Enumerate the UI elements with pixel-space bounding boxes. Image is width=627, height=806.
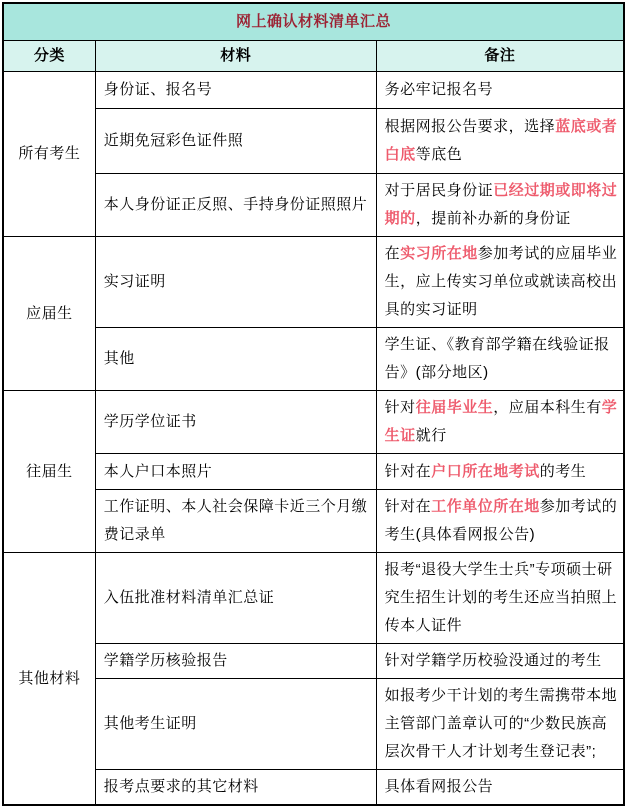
category-cell: 应届生 bbox=[3, 237, 95, 391]
remark-cell bbox=[376, 490, 624, 553]
table-title-row bbox=[3, 3, 624, 41]
remark-cell bbox=[376, 109, 624, 174]
remark-text: 对于居民身份证 bbox=[384, 182, 494, 199]
table-row bbox=[3, 770, 624, 806]
material-cell: 其他 bbox=[95, 328, 376, 391]
remark-text: 在 bbox=[384, 245, 401, 262]
remark-highlight-text: 实习所在地 bbox=[400, 245, 478, 262]
table-row bbox=[3, 174, 624, 237]
table-row bbox=[3, 644, 624, 679]
material-cell: 报考点要求的其它材料 bbox=[95, 770, 376, 806]
remark-cell bbox=[376, 328, 624, 391]
remark-highlight-text: 已经过期或即将过期的 bbox=[384, 182, 618, 227]
category-cell: 往届生 bbox=[3, 391, 95, 553]
table-row bbox=[3, 490, 624, 553]
remark-text: 等底色 bbox=[415, 146, 463, 163]
remark-text: ，提前补办新的身份证 bbox=[415, 210, 571, 227]
table-header-row bbox=[3, 41, 624, 72]
table-row bbox=[3, 679, 624, 770]
remark-cell bbox=[376, 553, 624, 644]
material-cell: 学历学位证书 bbox=[95, 391, 376, 454]
remark-cell bbox=[376, 679, 624, 770]
remark-highlight-text: 学生证 bbox=[384, 399, 618, 444]
material-cell: 本人户口本照片 bbox=[95, 454, 376, 490]
table-row bbox=[3, 553, 624, 644]
remark-text: 针对学籍学历校验没通过的考生 bbox=[384, 652, 602, 669]
material-cell: 其他考生证明 bbox=[95, 679, 376, 770]
remark-text: 的考生 bbox=[539, 462, 587, 480]
remark-text: 针对在 bbox=[384, 498, 432, 515]
material-cell: 本人身份证正反照、手持身份证照照片 bbox=[95, 174, 376, 237]
material-cell: 入伍批准材料清单汇总证 bbox=[95, 553, 376, 644]
remark-text: 参加考试的考生(具体看网报公告) bbox=[384, 498, 618, 543]
remark-text: 就行 bbox=[415, 427, 447, 444]
remark-text: 针对在 bbox=[384, 462, 432, 480]
material-cell: 近期免冠彩色证件照 bbox=[95, 109, 376, 174]
column-header-category: 分类 bbox=[3, 41, 95, 72]
materials-summary-table bbox=[2, 2, 625, 806]
table-row bbox=[3, 454, 624, 490]
material-cell: 身份证、报名号 bbox=[95, 72, 376, 109]
remark-cell bbox=[376, 454, 624, 490]
category-cell: 其他材料 bbox=[3, 553, 95, 806]
material-cell: 工作证明、本人社会保障卡近三个月缴费记录单 bbox=[95, 490, 376, 553]
category-cell: 所有考生 bbox=[3, 72, 95, 237]
table-row bbox=[3, 328, 624, 391]
remark-text: 根据网报公告要求，选择 bbox=[384, 118, 556, 135]
remark-highlight-text: 蓝底或者白底 bbox=[384, 118, 618, 163]
table-row bbox=[3, 109, 624, 174]
table-row bbox=[3, 72, 624, 109]
column-header-material: 材料 bbox=[95, 41, 376, 72]
remark-cell bbox=[376, 174, 624, 237]
remark-text: 具体看网报公告 bbox=[384, 778, 494, 795]
remark-highlight-text: 户口所在地考试 bbox=[431, 462, 540, 480]
remark-highlight-text: 往届毕业生 bbox=[415, 399, 494, 416]
remark-text: ，应届本科生有 bbox=[493, 399, 602, 416]
remark-text: 报考“退役大学生士兵”专项硕士研究生招生计划的考生还应当拍照上传本人证件 bbox=[384, 561, 618, 634]
remark-cell bbox=[376, 644, 624, 679]
remark-text: 学生证、《教育部学籍在线验证报告》(部分地区) bbox=[384, 336, 610, 381]
remark-cell bbox=[376, 391, 624, 454]
remark-highlight-text: 工作单位所在地 bbox=[431, 498, 540, 515]
material-cell: 学籍学历核验报告 bbox=[95, 644, 376, 679]
remark-cell bbox=[376, 237, 624, 328]
table-row bbox=[3, 237, 624, 328]
table-row bbox=[3, 391, 624, 454]
remark-cell bbox=[376, 770, 624, 806]
remark-text: 参加考试的应届毕业生，应上传实习单位或就读高校出具的实习证明 bbox=[384, 245, 618, 318]
material-cell: 实习证明 bbox=[95, 237, 376, 328]
remark-text: 如报考少干计划的考生需携带本地主管部门盖章认可的“少数民族高层次骨干人才计划考生登记表”; bbox=[384, 687, 618, 760]
table-title: 网上确认材料清单汇总 bbox=[3, 3, 624, 41]
remark-text: 针对 bbox=[384, 399, 416, 416]
column-header-remark: 备注 bbox=[376, 41, 624, 72]
remark-text: 务必牢记报名号 bbox=[384, 81, 494, 98]
table-body bbox=[3, 72, 624, 806]
remark-cell bbox=[376, 72, 624, 109]
